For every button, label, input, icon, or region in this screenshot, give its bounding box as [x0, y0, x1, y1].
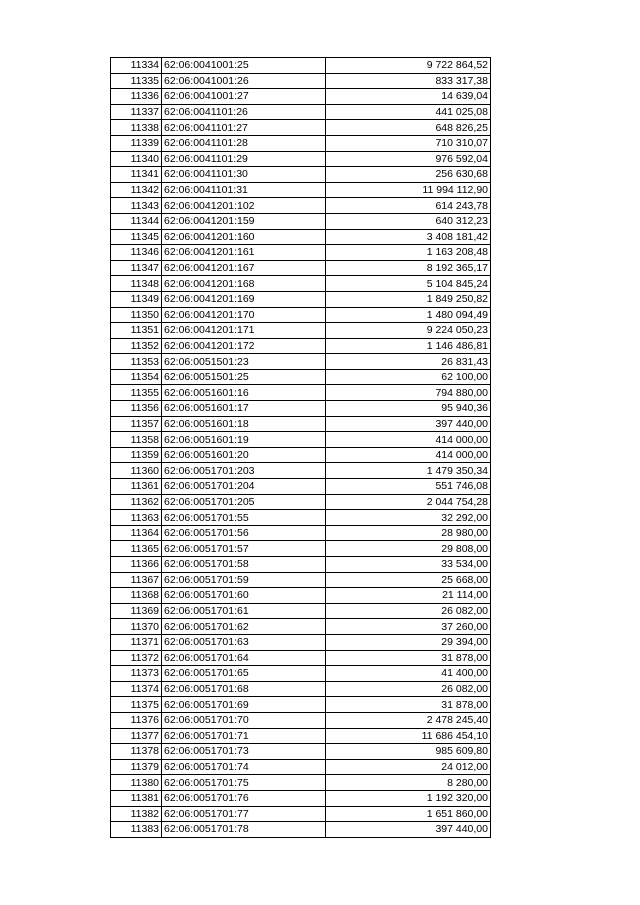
- cadastral-value-cell: 2 478 245,40: [326, 712, 491, 728]
- row-number-cell: 11383: [111, 822, 162, 838]
- table-row: [111, 385, 491, 401]
- cadastral-number-cell: 62:06:0051701:55: [162, 510, 326, 526]
- row-number-cell: 11338: [111, 120, 162, 136]
- table-row: [111, 167, 491, 183]
- cadastral-number-cell: 62:06:0041101:30: [162, 167, 326, 183]
- cadastral-value-cell: 8 280,00: [326, 775, 491, 791]
- row-number-cell: 11360: [111, 463, 162, 479]
- cadastral-value-cell: 441 025,08: [326, 104, 491, 120]
- cadastral-value-cell: 614 243,78: [326, 198, 491, 214]
- cadastral-number-cell: 62:06:0051701:60: [162, 588, 326, 604]
- cadastral-value-cell: 256 630,68: [326, 167, 491, 183]
- cadastral-number-cell: 62:06:0041201:102: [162, 198, 326, 214]
- cadastral-value-cell: 9 722 864,52: [326, 58, 491, 74]
- table-row: [111, 759, 491, 775]
- cadastral-number-cell: 62:06:0051601:18: [162, 416, 326, 432]
- cadastral-value-cell: 640 312,23: [326, 213, 491, 229]
- cadastral-value-cell: 985 609,80: [326, 744, 491, 760]
- table-row: [111, 338, 491, 354]
- row-number-cell: 11372: [111, 650, 162, 666]
- row-number-cell: 11351: [111, 323, 162, 339]
- table-row: [111, 120, 491, 136]
- table-row: [111, 260, 491, 276]
- cadastral-number-cell: 62:06:0051701:68: [162, 681, 326, 697]
- cadastral-number-cell: 62:06:0051601:19: [162, 432, 326, 448]
- row-number-cell: 11356: [111, 401, 162, 417]
- cadastral-number-cell: 62:06:0041101:29: [162, 151, 326, 167]
- row-number-cell: 11354: [111, 369, 162, 385]
- row-number-cell: 11349: [111, 291, 162, 307]
- cadastral-number-cell: 62:06:0051501:23: [162, 354, 326, 370]
- table-row: [111, 198, 491, 214]
- cadastral-number-cell: 62:06:0051701:62: [162, 619, 326, 635]
- row-number-cell: 11371: [111, 634, 162, 650]
- row-number-cell: 11366: [111, 557, 162, 573]
- table-row: [111, 650, 491, 666]
- table-row: [111, 541, 491, 557]
- cadastral-number-cell: 62:06:0041201:161: [162, 245, 326, 261]
- cadastral-value-cell: 397 440,00: [326, 822, 491, 838]
- table-row: [111, 603, 491, 619]
- cadastral-value-cell: 397 440,00: [326, 416, 491, 432]
- cadastral-value-cell: 976 592,04: [326, 151, 491, 167]
- cadastral-value-cell: 11 686 454,10: [326, 728, 491, 744]
- cadastral-number-cell: 62:06:0051701:205: [162, 494, 326, 510]
- cadastral-number-cell: 62:06:0051701:70: [162, 712, 326, 728]
- table-row: [111, 634, 491, 650]
- cadastral-number-cell: 62:06:0041201:168: [162, 276, 326, 292]
- table-row: [111, 369, 491, 385]
- cadastral-value-cell: 14 639,04: [326, 89, 491, 105]
- row-number-cell: 11375: [111, 697, 162, 713]
- row-number-cell: 11359: [111, 447, 162, 463]
- cadastral-value-cell: 8 192 365,17: [326, 260, 491, 276]
- cadastral-number-cell: 62:06:0041201:160: [162, 229, 326, 245]
- row-number-cell: 11342: [111, 182, 162, 198]
- cadastral-value-cell: 2 044 754,28: [326, 494, 491, 510]
- row-number-cell: 11345: [111, 229, 162, 245]
- cadastral-number-cell: 62:06:0051701:73: [162, 744, 326, 760]
- cadastral-value-cell: 21 114,00: [326, 588, 491, 604]
- cadastral-number-cell: 62:06:0051701:77: [162, 806, 326, 822]
- cadastral-value-cell: 1 651 860,00: [326, 806, 491, 822]
- row-number-cell: 11350: [111, 307, 162, 323]
- table-row: [111, 510, 491, 526]
- table-row: [111, 291, 491, 307]
- table-row: [111, 681, 491, 697]
- row-number-cell: 11364: [111, 525, 162, 541]
- cadastral-value-cell: 9 224 050,23: [326, 323, 491, 339]
- cadastral-value-cell: 31 878,00: [326, 650, 491, 666]
- cadastral-value-cell: 5 104 845,24: [326, 276, 491, 292]
- row-number-cell: 11369: [111, 603, 162, 619]
- row-number-cell: 11373: [111, 666, 162, 682]
- table-row: [111, 416, 491, 432]
- row-number-cell: 11334: [111, 58, 162, 74]
- cadastral-value-cell: 28 980,00: [326, 525, 491, 541]
- table-row: [111, 728, 491, 744]
- table-body: [111, 58, 491, 838]
- row-number-cell: 11347: [111, 260, 162, 276]
- cadastral-number-cell: 62:06:0051701:58: [162, 557, 326, 573]
- cadastral-value-cell: 1 146 486,81: [326, 338, 491, 354]
- table-row: [111, 479, 491, 495]
- cadastral-number-cell: 62:06:0041201:172: [162, 338, 326, 354]
- cadastral-value-cell: 833 317,38: [326, 73, 491, 89]
- table-row: [111, 525, 491, 541]
- table-row: [111, 58, 491, 74]
- cadastral-value-cell: 62 100,00: [326, 369, 491, 385]
- cadastral-number-cell: 62:06:0051701:63: [162, 634, 326, 650]
- row-number-cell: 11343: [111, 198, 162, 214]
- row-number-cell: 11374: [111, 681, 162, 697]
- row-number-cell: 11352: [111, 338, 162, 354]
- row-number-cell: 11370: [111, 619, 162, 635]
- table-row: [111, 432, 491, 448]
- table-row: [111, 245, 491, 261]
- row-number-cell: 11379: [111, 759, 162, 775]
- row-number-cell: 11348: [111, 276, 162, 292]
- cadastral-number-cell: 62:06:0041201:167: [162, 260, 326, 276]
- cadastral-number-cell: 62:06:0051701:78: [162, 822, 326, 838]
- row-number-cell: 11378: [111, 744, 162, 760]
- cadastral-value-cell: 25 668,00: [326, 572, 491, 588]
- cadastral-number-cell: 62:06:0051501:25: [162, 369, 326, 385]
- row-number-cell: 11377: [111, 728, 162, 744]
- row-number-cell: 11381: [111, 790, 162, 806]
- table-row: [111, 806, 491, 822]
- cadastral-number-cell: 62:06:0051701:57: [162, 541, 326, 557]
- cadastral-value-cell: 1 849 250,82: [326, 291, 491, 307]
- row-number-cell: 11346: [111, 245, 162, 261]
- table-row: [111, 790, 491, 806]
- table-row: [111, 104, 491, 120]
- table-row: [111, 213, 491, 229]
- cadastral-value-cell: 1 479 350,34: [326, 463, 491, 479]
- cadastral-value-cell: 648 826,25: [326, 120, 491, 136]
- cadastral-number-cell: 62:06:0041101:27: [162, 120, 326, 136]
- row-number-cell: 11362: [111, 494, 162, 510]
- table-row: [111, 463, 491, 479]
- cadastral-value-cell: 26 831,43: [326, 354, 491, 370]
- cadastral-number-cell: 62:06:0051601:16: [162, 385, 326, 401]
- cadastral-value-cell: 414 000,00: [326, 447, 491, 463]
- table-row: [111, 712, 491, 728]
- cadastral-number-cell: 62:06:0051701:59: [162, 572, 326, 588]
- row-number-cell: 11376: [111, 712, 162, 728]
- row-number-cell: 11336: [111, 89, 162, 105]
- cadastral-number-cell: 62:06:0051701:74: [162, 759, 326, 775]
- row-number-cell: 11337: [111, 104, 162, 120]
- row-number-cell: 11341: [111, 167, 162, 183]
- cadastral-number-cell: 62:06:0041001:26: [162, 73, 326, 89]
- cadastral-value-cell: 11 994 112,90: [326, 182, 491, 198]
- cadastral-number-cell: 62:06:0041201:170: [162, 307, 326, 323]
- cadastral-number-cell: 62:06:0051701:65: [162, 666, 326, 682]
- table-row: [111, 744, 491, 760]
- cadastral-number-cell: 62:06:0041201:171: [162, 323, 326, 339]
- cadastral-value-cell: 26 082,00: [326, 681, 491, 697]
- cadastral-number-cell: 62:06:0041201:159: [162, 213, 326, 229]
- cadastral-value-cell: 710 310,07: [326, 135, 491, 151]
- row-number-cell: 11339: [111, 135, 162, 151]
- cadastral-value-cell: 29 394,00: [326, 634, 491, 650]
- row-number-cell: 11367: [111, 572, 162, 588]
- row-number-cell: 11358: [111, 432, 162, 448]
- cadastral-value-cell: 414 000,00: [326, 432, 491, 448]
- cadastral-number-cell: 62:06:0051701:75: [162, 775, 326, 791]
- cadastral-number-cell: 62:06:0041001:25: [162, 58, 326, 74]
- cadastral-value-cell: 1 192 320,00: [326, 790, 491, 806]
- cadastral-number-cell: 62:06:0051701:204: [162, 479, 326, 495]
- row-number-cell: 11363: [111, 510, 162, 526]
- table-row: [111, 572, 491, 588]
- row-number-cell: 11340: [111, 151, 162, 167]
- table-row: [111, 151, 491, 167]
- table-row: [111, 323, 491, 339]
- row-number-cell: 11382: [111, 806, 162, 822]
- cadastre-value-table: [110, 57, 491, 838]
- row-number-cell: 11357: [111, 416, 162, 432]
- cadastral-number-cell: 62:06:0041101:31: [162, 182, 326, 198]
- table-row: [111, 775, 491, 791]
- table-row: [111, 666, 491, 682]
- table-row: [111, 354, 491, 370]
- cadastral-number-cell: 62:06:0051701:61: [162, 603, 326, 619]
- cadastral-number-cell: 62:06:0051701:76: [162, 790, 326, 806]
- cadastral-value-cell: 95 940,36: [326, 401, 491, 417]
- cadastral-value-cell: 33 534,00: [326, 557, 491, 573]
- cadastral-number-cell: 62:06:0041201:169: [162, 291, 326, 307]
- cadastral-number-cell: 62:06:0051601:20: [162, 447, 326, 463]
- cadastral-value-cell: 551 746,08: [326, 479, 491, 495]
- cadastral-value-cell: 31 878,00: [326, 697, 491, 713]
- row-number-cell: 11368: [111, 588, 162, 604]
- cadastral-number-cell: 62:06:0051701:71: [162, 728, 326, 744]
- table-row: [111, 135, 491, 151]
- table-row: [111, 494, 491, 510]
- cadastral-number-cell: 62:06:0041101:28: [162, 135, 326, 151]
- cadastral-number-cell: 62:06:0041001:27: [162, 89, 326, 105]
- table-row: [111, 447, 491, 463]
- row-number-cell: 11353: [111, 354, 162, 370]
- table-row: [111, 619, 491, 635]
- table-row: [111, 182, 491, 198]
- table-row: [111, 401, 491, 417]
- cadastral-value-cell: 1 163 208,48: [326, 245, 491, 261]
- cadastral-value-cell: 41 400,00: [326, 666, 491, 682]
- cadastral-value-cell: 3 408 181,42: [326, 229, 491, 245]
- table-row: [111, 697, 491, 713]
- table-row: [111, 73, 491, 89]
- cadastral-number-cell: 62:06:0051701:203: [162, 463, 326, 479]
- row-number-cell: 11344: [111, 213, 162, 229]
- cadastral-value-cell: 24 012,00: [326, 759, 491, 775]
- table-row: [111, 307, 491, 323]
- table-row: [111, 89, 491, 105]
- cadastral-number-cell: 62:06:0051701:64: [162, 650, 326, 666]
- row-number-cell: 11335: [111, 73, 162, 89]
- cadastral-value-cell: 1 480 094,49: [326, 307, 491, 323]
- cadastral-number-cell: 62:06:0051701:56: [162, 525, 326, 541]
- table-row: [111, 276, 491, 292]
- cadastral-value-cell: 32 292,00: [326, 510, 491, 526]
- row-number-cell: 11355: [111, 385, 162, 401]
- row-number-cell: 11365: [111, 541, 162, 557]
- cadastral-value-cell: 37 260,00: [326, 619, 491, 635]
- table-row: [111, 588, 491, 604]
- cadastral-value-cell: 794 880,00: [326, 385, 491, 401]
- cadastral-number-cell: 62:06:0051601:17: [162, 401, 326, 417]
- cadastral-value-cell: 26 082,00: [326, 603, 491, 619]
- table-row: [111, 557, 491, 573]
- cadastral-value-cell: 29 808,00: [326, 541, 491, 557]
- table-row: [111, 229, 491, 245]
- cadastral-number-cell: 62:06:0051701:69: [162, 697, 326, 713]
- table-row: [111, 822, 491, 838]
- row-number-cell: 11380: [111, 775, 162, 791]
- row-number-cell: 11361: [111, 479, 162, 495]
- cadastral-number-cell: 62:06:0041101:26: [162, 104, 326, 120]
